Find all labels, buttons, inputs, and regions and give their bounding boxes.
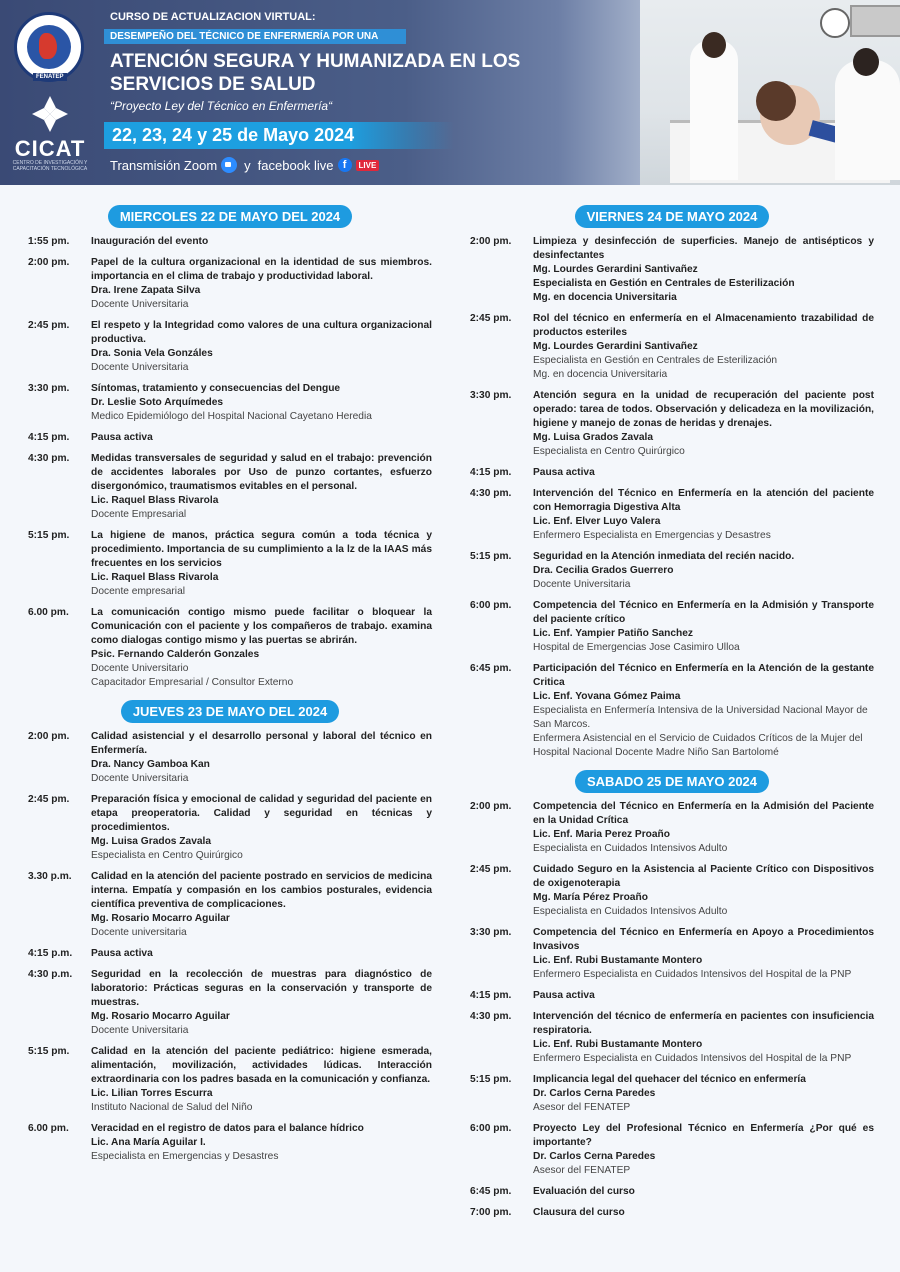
session-title: La comunicación contigo mismo puede facilitar o bloquear la Comunicación con el paciente y los compañeros de trabajo. examina como dialogas contigo mismo y las puertas se abrirán. <box>91 607 432 646</box>
session-title: Rol del técnico en enfermería en el Almacenamiento trazabilidad de productos esteriles <box>533 313 874 338</box>
session-title: Calidad en la atención del paciente postrado en servicios de medicina interna. Empatía y compasión en los cambios posturales, evidencia científica preventiva de complicaciones. <box>91 871 432 910</box>
schedule-time: 2:45 pm. <box>470 313 512 324</box>
schedule-item <box>470 487 874 543</box>
schedule-time: 2:00 pm. <box>28 257 70 268</box>
speaker-name: Dra. Sonia Vela Gonzáles <box>91 348 213 359</box>
schedule-time: 7:00 pm. <box>470 1207 512 1218</box>
speaker-name: Lic. Ana María Aguilar I. <box>91 1137 206 1148</box>
nurse-figure-right <box>835 60 900 180</box>
schedule-time: 3:30 pm. <box>470 927 512 938</box>
day-header: JUEVES 23 DE MAYO DEL 2024 <box>121 700 339 723</box>
speaker-name: Dra. Nancy Gamboa Kan <box>91 759 210 770</box>
schedule-time: 5:15 pm. <box>470 1074 512 1085</box>
session-title: La higiene de manos, práctica segura común a toda técnica y procedimiento. Importancia de su cumplimiento a la lz de la IAAS más frecuentes en los servicios <box>91 530 432 569</box>
fenatep-badge: FENATEP <box>33 73 67 81</box>
day-header: SABADO 25 DE MAYO 2024 <box>575 770 769 793</box>
nurse-figure-left <box>690 40 738 180</box>
speaker-name: Lic. Lilian Torres Escurra <box>91 1088 213 1099</box>
schedule-time: 6:45 pm. <box>470 663 512 674</box>
speaker-affiliation: Especialista en Gestión en Centrales de Esterilización <box>533 278 795 289</box>
schedule-item <box>28 256 432 312</box>
schedule-item <box>470 550 874 592</box>
schedule-content <box>91 793 432 863</box>
zoom-icon <box>221 157 237 173</box>
schedule-time: 4:30 pm. <box>470 488 512 499</box>
schedule-item <box>28 793 432 863</box>
speaker-name: Lic. Raquel Blass Rivarola <box>91 495 219 506</box>
schedule-item <box>470 1122 874 1178</box>
schedule-item <box>470 235 874 305</box>
speaker-affiliation: Docente empresarial <box>91 586 185 597</box>
schedule-time: 6:00 pm. <box>470 1123 512 1134</box>
schedule-content <box>91 870 432 940</box>
speaker-affiliation: Docente Universitaria <box>91 362 189 373</box>
speaker-affiliation: Docente Universitaria <box>533 579 631 590</box>
speaker-name: Lic. Enf. Yampier Patiño Sanchez <box>533 628 694 639</box>
transmission-facebook-text: facebook live <box>257 157 334 173</box>
day-header-wrap <box>28 700 432 723</box>
transmission-zoom-text: Transmisión Zoom <box>110 157 218 173</box>
schedule-content <box>533 863 874 919</box>
course-title: ATENCIÓN SEGURA Y HUMANIZADA EN LOS SERVICIOS DE SALUD <box>110 51 521 95</box>
speaker-affiliation: Hospital de Emergencias Jose Casimiro Ulloa <box>533 642 740 653</box>
schedule-content <box>533 1073 874 1115</box>
schedule-item <box>28 730 432 786</box>
schedule-time: 4:15 pm. <box>470 467 512 478</box>
project-subtitle: “Proyecto Ley del Técnico en Enfermería“ <box>110 99 333 113</box>
schedule-content <box>91 431 432 445</box>
schedule-content <box>533 389 874 459</box>
speaker-name: Lic. Enf. Rubi Bustamante Montero <box>533 955 703 966</box>
day-header: MIERCOLES 22 DE MAYO DEL 2024 <box>108 205 352 228</box>
schedule-time: 2:00 pm. <box>470 801 512 812</box>
schedule-time: 4:15 pm. <box>470 990 512 1001</box>
schedule-content <box>91 1122 432 1164</box>
speaker-affiliation: Medico Epidemiólogo del Hospital Nacional Cayetano Heredia <box>91 411 372 422</box>
speaker-affiliation: Docente Universitaria <box>91 773 189 784</box>
schedule-item <box>470 926 874 982</box>
speaker-affiliation: Especialista en Cuidados Intensivos Adulto <box>533 843 728 854</box>
nurses-patient-photo <box>640 0 900 185</box>
session-title: Papel de la cultura organizacional en la identidad de sus miembros. importancia en el clima de trabajo y productividad laboral. <box>91 257 432 282</box>
wall-clock-icon <box>820 8 850 38</box>
schedule-time: 2:45 pm. <box>28 794 70 805</box>
schedule-time: 3.30 p.m. <box>28 871 72 882</box>
cicat-subtitle: CENTRO DE INVESTIGACIÓN Y CAPACITACIÓN TECNOLÓGICA <box>12 160 88 172</box>
day-section <box>470 205 874 760</box>
schedule-item <box>470 1185 874 1199</box>
session-title: Cuidado Seguro en la Asistencia al Paciente Crítico con Dispositivos de oxigenoterapia <box>533 864 874 889</box>
session-title: Participación del Técnico en Enfermería en la Atención de la gestante Critica <box>533 663 874 688</box>
schedule-column-left <box>28 205 432 1174</box>
schedule-item <box>470 863 874 919</box>
session-title: Pausa activa <box>533 467 595 478</box>
facebook-icon: f <box>338 158 352 172</box>
session-title: Seguridad en la recolección de muestras para diagnóstico de laboratorio: Prácticas seguras en la conservación y transporte de muestras. <box>91 969 432 1008</box>
speaker-affiliation: Especialista en Emergencias y Desastres <box>91 1151 279 1162</box>
session-title: Calidad en la atención del paciente pediátrico: higiene esmerada, alimentación, movilización, actividades lúdicas. Interacción extraordinaria con los padres basada en la comunicación y confianza. <box>91 1046 432 1085</box>
session-title: Proyecto Ley del Profesional Técnico en Enfermería ¿Por qué es importante? <box>533 1123 874 1148</box>
speaker-affiliation: Enfermera Asistencial en el Servicio de Cuidados Críticos de la Mujer del Hospital Nacional Docente Madre Niño San Bartolomé <box>533 733 863 758</box>
schedule-item <box>28 968 432 1038</box>
schedule-content <box>91 319 432 375</box>
speaker-name: Dra. Irene Zapata Silva <box>91 285 201 296</box>
session-title: Calidad asistencial y el desarrollo personal y laboral del técnico en Enfermería. <box>91 731 432 756</box>
schedule-time: 5:15 pm. <box>470 551 512 562</box>
session-title: Competencia del Técnico en Enfermería en la Admisión y Transporte del paciente crítico <box>533 600 874 625</box>
schedule-content <box>533 989 874 1003</box>
session-title: El respeto y la Integridad como valores de una cultura organizacional productiva. <box>91 320 432 345</box>
speaker-name: Lic. Enf. Yovana Gómez Paima <box>533 691 681 702</box>
schedule-content <box>91 256 432 312</box>
session-title: Preparación física y emocional de calidad y seguridad del paciente en etapa preoperatoria. Calidad y seguridad en técnicas y procedimientos. <box>91 794 432 833</box>
schedule-item <box>28 1045 432 1115</box>
schedule-content <box>91 968 432 1038</box>
schedule-time: 6:00 pm. <box>470 600 512 611</box>
speaker-name: Lic. Enf. Elver Luyo Valera <box>533 516 661 527</box>
schedule-item <box>28 606 432 690</box>
speaker-name: Mg. Rosario Mocarro Aguilar <box>91 913 230 924</box>
schedule-item <box>28 235 432 249</box>
schedule-content <box>91 606 432 690</box>
schedule-time: 5:15 pm. <box>28 530 70 541</box>
course-subtitle-band: DESEMPEÑO DEL TÉCNICO DE ENFERMERÍA POR UNA <box>104 29 406 44</box>
speaker-name: Mg. Luisa Grados Zavala <box>91 836 212 847</box>
day-header-wrap <box>470 205 874 228</box>
speaker-affiliation: Enfermero Especialista en Emergencias y Desastres <box>533 530 771 541</box>
speaker-name: Mg. Rosario Mocarro Aguilar <box>91 1011 230 1022</box>
speaker-name: Dr. Carlos Cerna Paredes <box>533 1151 656 1162</box>
schedule-content <box>533 487 874 543</box>
speaker-affiliation: Especialista en Enfermería Intensiva de la Universidad Nacional Mayor de San Marcos. <box>533 705 868 730</box>
session-title: Pausa activa <box>91 948 153 959</box>
schedule-time: 4:15 p.m. <box>28 948 73 959</box>
schedule-item <box>470 989 874 1003</box>
schedule-content <box>533 1185 874 1199</box>
schedule-time: 1:55 pm. <box>28 236 70 247</box>
speaker-name: Dr. Leslie Soto Arquímedes <box>91 397 224 408</box>
session-title: Atención segura en la unidad de recuperación del paciente post operado: tarea de todos. Observación y delicadeza en la movilización, higiene y manejo de zonas de heridas y drenajes. <box>533 390 874 429</box>
session-title: Seguridad en la Atención inmediata del recién nacido. <box>533 551 795 562</box>
schedule-time: 2:00 pm. <box>470 236 512 247</box>
schedule-time: 2:00 pm. <box>28 731 70 742</box>
schedule-time: 4:30 pm. <box>28 453 70 464</box>
day-header-wrap <box>28 205 432 228</box>
schedule-time: 6:45 pm. <box>470 1186 512 1197</box>
speaker-affiliation: Especialista en Centro Quirúrgico <box>533 446 685 457</box>
day-header: VIERNES 24 DE MAYO 2024 <box>575 205 770 228</box>
session-title: Competencia del Técnico en Enfermería en la Admisión del Paciente en la Unidad Crítica <box>533 801 874 826</box>
schedule-content <box>533 926 874 982</box>
transmission-and-text: y <box>244 157 251 173</box>
schedule-content <box>533 312 874 382</box>
speaker-affiliation: Asesor del FENATEP <box>533 1102 631 1113</box>
speaker-name: Mg. Lourdes Gerardini Santivañez <box>533 341 698 352</box>
schedule-item <box>28 947 432 961</box>
schedule-item <box>470 1010 874 1066</box>
speaker-name: Lic. Enf. Maria Perez Proaño <box>533 829 671 840</box>
schedule-item <box>28 1122 432 1164</box>
schedule-time: 3:30 pm. <box>470 390 512 401</box>
schedule-content <box>533 235 874 305</box>
session-title: Síntomas, tratamiento y consecuencias del Dengue <box>91 383 341 394</box>
schedule-content <box>533 800 874 856</box>
schedule-item <box>470 1206 874 1220</box>
speaker-affiliation: Especialista en Gestión en Centrales de Esterilización <box>533 355 778 366</box>
schedule-item <box>470 312 874 382</box>
schedule-time: 6.00 pm. <box>28 1123 69 1134</box>
schedule-content <box>533 1206 874 1220</box>
session-title: Competencia del Técnico en Enfermería en Apoyo a Procedimientos Invasivos <box>533 927 874 952</box>
schedule-time: 2:45 pm. <box>28 320 70 331</box>
schedule-item <box>470 1073 874 1115</box>
schedule-item <box>470 389 874 459</box>
schedule-item <box>470 800 874 856</box>
schedule-content <box>533 550 874 592</box>
schedule-content <box>533 662 874 760</box>
speaker-name: Mg. Luisa Grados Zavala <box>533 432 654 443</box>
transmission-line <box>110 157 379 173</box>
session-title: Pausa activa <box>533 990 595 1001</box>
speaker-affiliation: Capacitador Empresarial / Consultor Externo <box>91 677 294 688</box>
speaker-affiliation: Docente Empresarial <box>91 509 187 520</box>
session-title: Inauguración del evento <box>91 236 209 247</box>
schedule-time: 3:30 pm. <box>28 383 70 394</box>
schedule-content <box>91 382 432 424</box>
speaker-affiliation: Docente universitaria <box>91 927 187 938</box>
medical-monitor-icon <box>850 5 900 37</box>
session-title: Clausura del curso <box>533 1207 625 1218</box>
speaker-affiliation: Docente Universitaria <box>91 299 189 310</box>
schedule-time: 5:15 pm. <box>28 1046 70 1057</box>
speaker-name: Lic. Raquel Blass Rivarola <box>91 572 219 583</box>
course-label: CURSO DE ACTUALIZACION VIRTUAL: <box>110 11 316 23</box>
schedule-item <box>28 870 432 940</box>
speaker-name: Dr. Carlos Cerna Paredes <box>533 1088 656 1099</box>
day-section <box>28 205 432 690</box>
schedule-content <box>91 235 432 249</box>
cicat-wordmark: CICAT <box>14 136 86 161</box>
schedule-content <box>91 529 432 599</box>
session-title: Medidas transversales de seguridad y salud en el trabajo: prevención de accidentes laborales por Uso de punzo cortantes, esfuerzo disergonómico, traumatismos evitables en el personal. <box>91 453 432 492</box>
speaker-affiliation: Asesor del FENATEP <box>533 1165 631 1176</box>
schedule-content <box>533 1010 874 1066</box>
schedule-time: 6.00 pm. <box>28 607 69 618</box>
schedule-time: 4:30 p.m. <box>28 969 73 980</box>
speaker-affiliation: Especialista en Cuidados Intensivos Adulto <box>533 906 728 917</box>
schedule-content <box>533 466 874 480</box>
session-title: Evaluación del curso <box>533 1186 635 1197</box>
speaker-affiliation: Enfermero Especialista en Cuidados Intensivos del Hospital de la PNP <box>533 969 852 980</box>
speaker-affiliation: Docente Universitaria <box>91 1025 189 1036</box>
schedule-content <box>91 730 432 786</box>
schedule-item <box>28 431 432 445</box>
session-title: Veracidad en el registro de datos para el balance hídrico <box>91 1123 364 1134</box>
speaker-name: Lic. Enf. Rubi Bustamante Montero <box>533 1039 703 1050</box>
speaker-affiliation: Enfermero Especialista en Cuidados Intensivos del Hospital de la PNP <box>533 1053 852 1064</box>
header-banner <box>0 0 900 185</box>
schedule-content <box>533 1122 874 1178</box>
speaker-name: Mg. Lourdes Gerardini Santivañez <box>533 264 698 275</box>
speaker-name: Mg. María Pérez Proaño <box>533 892 648 903</box>
schedule-content <box>533 599 874 655</box>
speaker-affiliation: Mg. en docencia Universitaria <box>533 292 677 303</box>
schedule-item <box>28 529 432 599</box>
schedule-time: 2:45 pm. <box>470 864 512 875</box>
speaker-name: Psic. Fernando Calderón Gonzales <box>91 649 260 660</box>
session-title: Intervención del Técnico en Enfermería en la atención del paciente con Hemorragia Digestiva Alta <box>533 488 874 513</box>
schedule-column-right <box>470 205 874 1230</box>
session-title: Pausa activa <box>91 432 153 443</box>
schedule-content <box>91 452 432 522</box>
schedule-item <box>28 319 432 375</box>
speaker-affiliation: Instituto Nacional de Salud del Niño <box>91 1102 253 1113</box>
schedule-item <box>28 382 432 424</box>
session-title: Intervención del técnico de enfermería en pacientes con insuficiencia respiratoria. <box>533 1011 874 1036</box>
fenatep-logo <box>14 12 84 82</box>
schedule-time: 4:30 pm. <box>470 1011 512 1022</box>
schedule-time: 4:15 pm. <box>28 432 70 443</box>
speaker-affiliation: Especialista en Centro Quirúrgico <box>91 850 243 861</box>
session-title: Implicancia legal del quehacer del técnico en enfermería <box>533 1074 806 1085</box>
schedule-item <box>470 662 874 760</box>
schedule-item <box>28 452 432 522</box>
speaker-affiliation: Docente Universitario <box>91 663 189 674</box>
schedule-item <box>470 599 874 655</box>
live-badge: LIVE <box>356 160 380 171</box>
course-dates: 22, 23, 24 y 25 de Mayo 2024 <box>104 122 454 149</box>
cicat-logo-icon <box>30 94 70 134</box>
day-header-wrap <box>470 770 874 793</box>
day-section <box>470 770 874 1220</box>
schedule-content <box>91 1045 432 1115</box>
speaker-affiliation: Mg. en docencia Universitaria <box>533 369 668 380</box>
session-title: Limpieza y desinfección de superficies. Manejo de antisépticos y desinfectantes <box>533 236 874 261</box>
schedule-item <box>470 466 874 480</box>
day-section <box>28 700 432 1164</box>
schedule-content <box>91 947 432 961</box>
peru-map-icon <box>27 25 71 69</box>
speaker-name: Dra. Cecilia Grados Guerrero <box>533 565 674 576</box>
